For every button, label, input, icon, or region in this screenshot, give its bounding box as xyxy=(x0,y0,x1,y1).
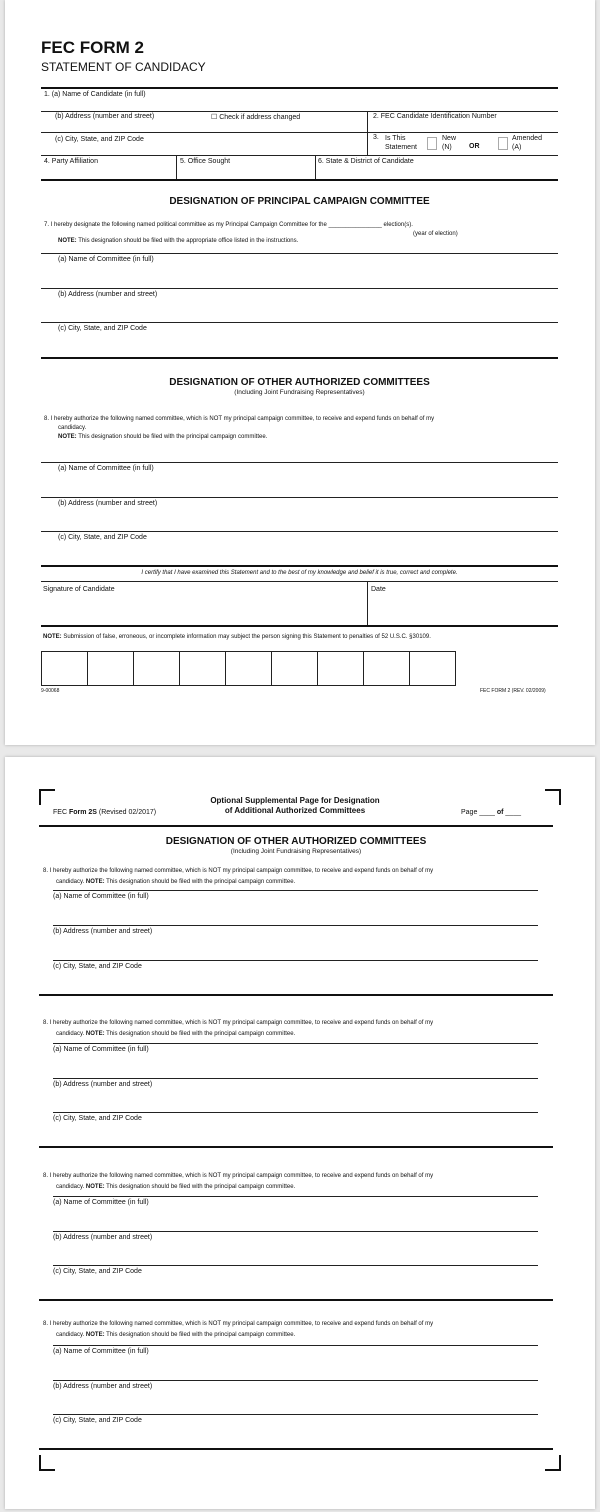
party-affiliation-label: 4. Party Affiliation xyxy=(44,158,98,165)
certification-text: I certify that I have examined this Statement and to the best of my knowledge and belief it is true, correct and complete. xyxy=(141,570,458,576)
amended-option-label: Amended (A) xyxy=(512,135,542,151)
form-title: FEC FORM 2 xyxy=(41,38,144,57)
supplement-committee-name-label: (a) Name of Committee (in full) xyxy=(53,1348,149,1355)
other-committees-heading: DESIGNATION OF OTHER AUTHORIZED COMMITTEES xyxy=(169,377,430,388)
state-district-label: 6. State & District of Candidate xyxy=(318,158,414,165)
ocr-box xyxy=(134,652,180,685)
supplement-committee-address-label: (b) Address (number and street) xyxy=(53,1081,153,1088)
supplement-committee-city-label: (c) City, State, and ZIP Code xyxy=(53,963,142,970)
candidate-name-label: 1. (a) Name of Candidate (in full) xyxy=(44,91,146,98)
principal-committee-heading: DESIGNATION OF PRINCIPAL CAMPAIGN COMMITTEE xyxy=(169,196,430,207)
ocr-box xyxy=(42,652,88,685)
item8-text: 8. I hereby authorize the following named committee, which is NOT my principal campaign committee, to receive and expend funds on behalf of my candidacy. NOTE: This designation should be filed with the principal campaign committee. xyxy=(44,416,435,440)
ocr-box xyxy=(364,652,410,685)
form-subtitle: STATEMENT OF CANDIDACY xyxy=(41,60,206,74)
supplement-committee-address-label: (b) Address (number and street) xyxy=(53,928,153,935)
supplement-committee-city-label: (c) City, State, and ZIP Code xyxy=(53,1115,142,1122)
supplement-committee-address-label: (b) Address (number and street) xyxy=(53,1234,153,1241)
other-committees-subheading: (Including Joint Fundraising Representatives) xyxy=(234,389,365,396)
supplement-item8-text: 8. I hereby authorize the following named committee, which is NOT my principal campaign committee, to receive and expend funds on behalf of my candidacy. NOTE: This designation should be filed with the principal campaign committee. xyxy=(43,1173,434,1190)
principal-committee-name-label: (a) Name of Committee (in full) xyxy=(58,256,154,263)
supplement-form-label: FEC Form 2S (Revised 02/2017) xyxy=(53,809,157,816)
supplement-item8-text: 8. I hereby authorize the following named committee, which is NOT my principal campaign committee, to receive and expend funds on behalf of my candidacy. NOTE: This designation should be filed with the principal campaign committee. xyxy=(43,1321,434,1338)
ocr-box xyxy=(226,652,272,685)
ocr-box xyxy=(410,652,455,685)
penalty-note: NOTE: Submission of false, erroneous, or incomplete information may subject the person signing this Statement to penalties of 52 U.S.C. §30109. xyxy=(43,634,431,640)
supplement-item8-text: 8. I hereby authorize the following named committee, which is NOT my principal campaign committee, to receive and expend funds on behalf of my candidacy. NOTE: This designation should be filed with the principal campaign committee. xyxy=(43,868,434,885)
ocr-box xyxy=(318,652,364,685)
supplement-title: Optional Supplemental Page for Designation of Additional Authorized Committees xyxy=(210,796,380,815)
supplement-committee-city-label: (c) City, State, and ZIP Code xyxy=(53,1417,142,1424)
other-committee-city-label: (c) City, State, and ZIP Code xyxy=(58,534,147,541)
form-code-right: FEC FORM 2 (REV. 02/2009) xyxy=(480,688,546,694)
ocr-box-grid xyxy=(41,651,456,686)
supplement-heading: DESIGNATION OF OTHER AUTHORIZED COMMITTEES xyxy=(165,836,427,847)
registration-mark xyxy=(39,789,55,805)
statement-type-number: 3. xyxy=(373,134,379,141)
city-state-zip-label: (c) City, State, and ZIP Code xyxy=(55,136,144,143)
registration-mark xyxy=(39,1455,55,1471)
address-changed-checkbox[interactable]: ☐ Check if address changed xyxy=(211,114,301,121)
supplement-item8-text: 8. I hereby authorize the following named committee, which is NOT my principal campaign committee, to receive and expend funds on behalf of my candidacy. NOTE: This designation should be filed with the principal campaign committee. xyxy=(43,1020,434,1037)
item7-note: NOTE: This designation should be filed with the appropriate office listed in the instructions. xyxy=(58,238,299,244)
supplement-committee-city-label: (c) City, State, and ZIP Code xyxy=(53,1268,142,1275)
form-page-2 xyxy=(5,757,595,1509)
ocr-box xyxy=(272,652,318,685)
other-committee-address-label: (b) Address (number and street) xyxy=(58,500,158,507)
supplement-committee-address-label: (b) Address (number and street) xyxy=(53,1383,153,1390)
or-label: OR xyxy=(469,143,480,150)
signature-label: Signature of Candidate xyxy=(43,586,115,593)
new-option-label: New (N) xyxy=(442,135,457,151)
year-of-election-label: (year of election) xyxy=(413,231,458,237)
address-label: (b) Address (number and street) xyxy=(55,113,155,120)
page-number: Page ____ of ____ xyxy=(461,809,521,816)
supplement-committee-name-label: (a) Name of Committee (in full) xyxy=(53,1046,149,1053)
fec-id-label: 2. FEC Candidate Identification Number xyxy=(373,113,497,120)
supplement-committee-name-label: (a) Name of Committee (in full) xyxy=(53,1199,149,1206)
new-statement-checkbox[interactable] xyxy=(427,137,437,150)
ocr-box xyxy=(180,652,226,685)
office-sought-label: 5. Office Sought xyxy=(180,158,231,165)
date-label: Date xyxy=(371,586,386,593)
other-committee-name-label: (a) Name of Committee (in full) xyxy=(58,465,154,472)
principal-committee-city-label: (c) City, State, and ZIP Code xyxy=(58,325,147,332)
form-page-1 xyxy=(5,0,595,745)
statement-type-label: Is This Statement xyxy=(385,135,417,151)
principal-committee-address-label: (b) Address (number and street) xyxy=(58,291,158,298)
form-code-left: 9-00068 xyxy=(41,688,60,694)
registration-mark xyxy=(545,1455,561,1471)
registration-mark xyxy=(545,789,561,805)
item7-text: 7. I hereby designate the following named political committee as my Principal Campaign Committee for the ________________ election(s). xyxy=(44,222,413,228)
supplement-committee-name-label: (a) Name of Committee (in full) xyxy=(53,893,149,900)
supplement-subheading: (Including Joint Fundraising Representatives) xyxy=(230,848,362,855)
amended-statement-checkbox[interactable] xyxy=(498,137,508,150)
ocr-box xyxy=(88,652,134,685)
